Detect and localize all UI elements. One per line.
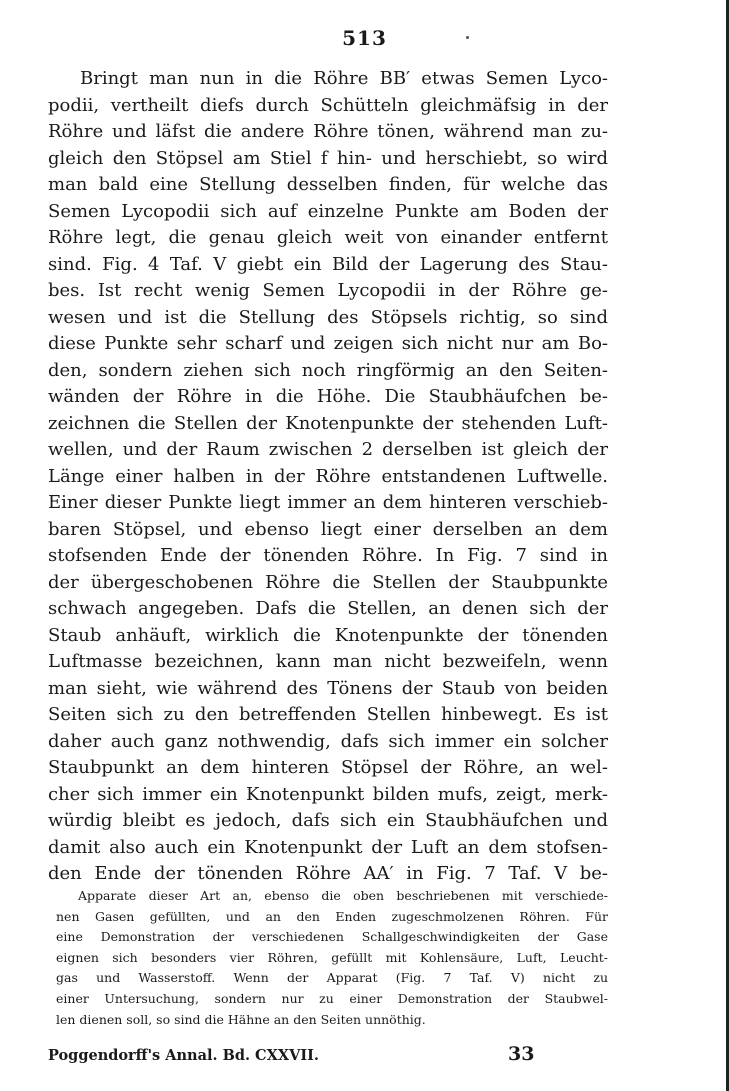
footnote-line: len dienen soll, so sind die Hähne an den Seiten unnöthig.: [56, 1011, 426, 1027]
body-line: wellen, und der Raum zwischen 2 derselben ist gleich der: [48, 439, 608, 460]
body-line: baren Stöpsel, und ebenso liegt einer derselben an dem: [48, 518, 608, 540]
body-line: podii, vertheilt diefs durch Schütteln gleichmäfsig in der: [48, 94, 608, 116]
body-line: Semen Lycopodii sich auf einzelne Punkte am Boden der: [48, 200, 608, 222]
body-text: [48, 66, 608, 888]
footnote-line: eignen sich besonders vier Röhren, gefüllt mit Kohlensäure, Luft, Leucht-: [56, 949, 608, 965]
footnote-line: eine Demonstration der verschiedenen Schallgeschwindigkeiten der Gase: [56, 929, 608, 945]
body-line: Seiten sich zu den betreffenden Stellen hinbewegt. Es ist: [48, 704, 608, 725]
body-line: den, sondern ziehen sich noch ringförmig an den Seiten-: [48, 359, 608, 381]
body-line: Röhre legt, die genau gleich weit von einander entfernt: [48, 227, 608, 248]
body-line: zeichnen die Stellen der Knotenpunkte der stehenden Luft-: [48, 412, 608, 434]
footnote-line: einer Untersuchung, sondern nur zu einer Demonstration der Staubwel-: [56, 990, 608, 1006]
journal-reference: Poggendorff's Annal. Bd. CXXVII.: [48, 1047, 319, 1064]
footnote-line: gas und Wasserstoff. Wenn der Apparat (Fig. 7 Taf. V) nicht zu: [56, 970, 608, 986]
body-line: Staub anhäuft, wirklich die Knotenpunkte der tönenden: [48, 624, 608, 646]
body-line: stofsenden Ende der tönenden Röhre. In Fig. 7 sind in: [48, 545, 608, 566]
body-line: cher sich immer ein Knotenpunkt bilden mufs, zeigt, merk-: [48, 783, 608, 805]
body-line: Länge einer halben in der Röhre entstandenen Luftwelle.: [48, 465, 608, 487]
body-line: bes. Ist recht wenig Semen Lycopodii in der Röhre ge-: [48, 280, 608, 301]
body-line: der übergeschobenen Röhre die Stellen der Staubpunkte: [48, 571, 608, 593]
body-line: gleich den Stöpsel am Stiel f hin- und herschiebt, so wird: [48, 147, 608, 169]
footnote-line: Apparate dieser Art an, ebenso die oben beschriebenen mit verschiede-: [78, 888, 608, 903]
body-line: Einer dieser Punkte liegt immer an dem hinteren verschieb-: [48, 492, 608, 513]
body-line: daher auch ganz nothwendig, dafs sich immer ein solcher: [48, 730, 608, 752]
footnote-line: nen Gasen gefüllten, und an den Enden zugeschmolzenen Röhren. Für: [56, 908, 608, 924]
body-line: man sieht, wie während des Tönens der Staub von beiden: [48, 677, 608, 699]
body-line: den Ende der tönenden Röhre AA′ in Fig. 7 Taf. V be-: [48, 863, 608, 884]
print-speck: [466, 36, 469, 39]
body-line: damit also auch ein Knotenpunkt der Luft an dem stofsen-: [48, 836, 608, 858]
page-number: 513: [342, 26, 387, 50]
body-line: man bald eine Stellung desselben finden, für welche das: [48, 174, 608, 195]
footnote: [56, 886, 608, 1030]
body-line: wesen und ist die Stellung des Stöpsels richtig, so sind: [48, 306, 608, 328]
sheet-signature: 33: [508, 1043, 535, 1065]
body-line: schwach angegeben. Dafs die Stellen, an denen sich der: [48, 598, 608, 619]
body-line: Röhre und läfst die andere Röhre tönen, während man zu-: [48, 121, 608, 142]
body-line: diese Punkte sehr scharf und zeigen sich nicht nur am Bo-: [48, 333, 608, 354]
body-line: Bringt man nun in die Röhre BB′ etwas Semen Lyco-: [80, 68, 608, 89]
body-line: Luftmasse bezeichnen, kann man nicht bezweifeln, wenn: [48, 651, 608, 672]
body-line: Staubpunkt an dem hinteren Stöpsel der Röhre, an wel-: [48, 757, 608, 778]
body-line: wänden der Röhre in die Höhe. Die Staubhäufchen be-: [48, 386, 608, 407]
body-line: würdig bleibt es jedoch, dafs sich ein Staubhäufchen und: [48, 810, 608, 831]
body-line: sind. Fig. 4 Taf. V giebt ein Bild der Lagerung des Stau-: [48, 253, 608, 275]
